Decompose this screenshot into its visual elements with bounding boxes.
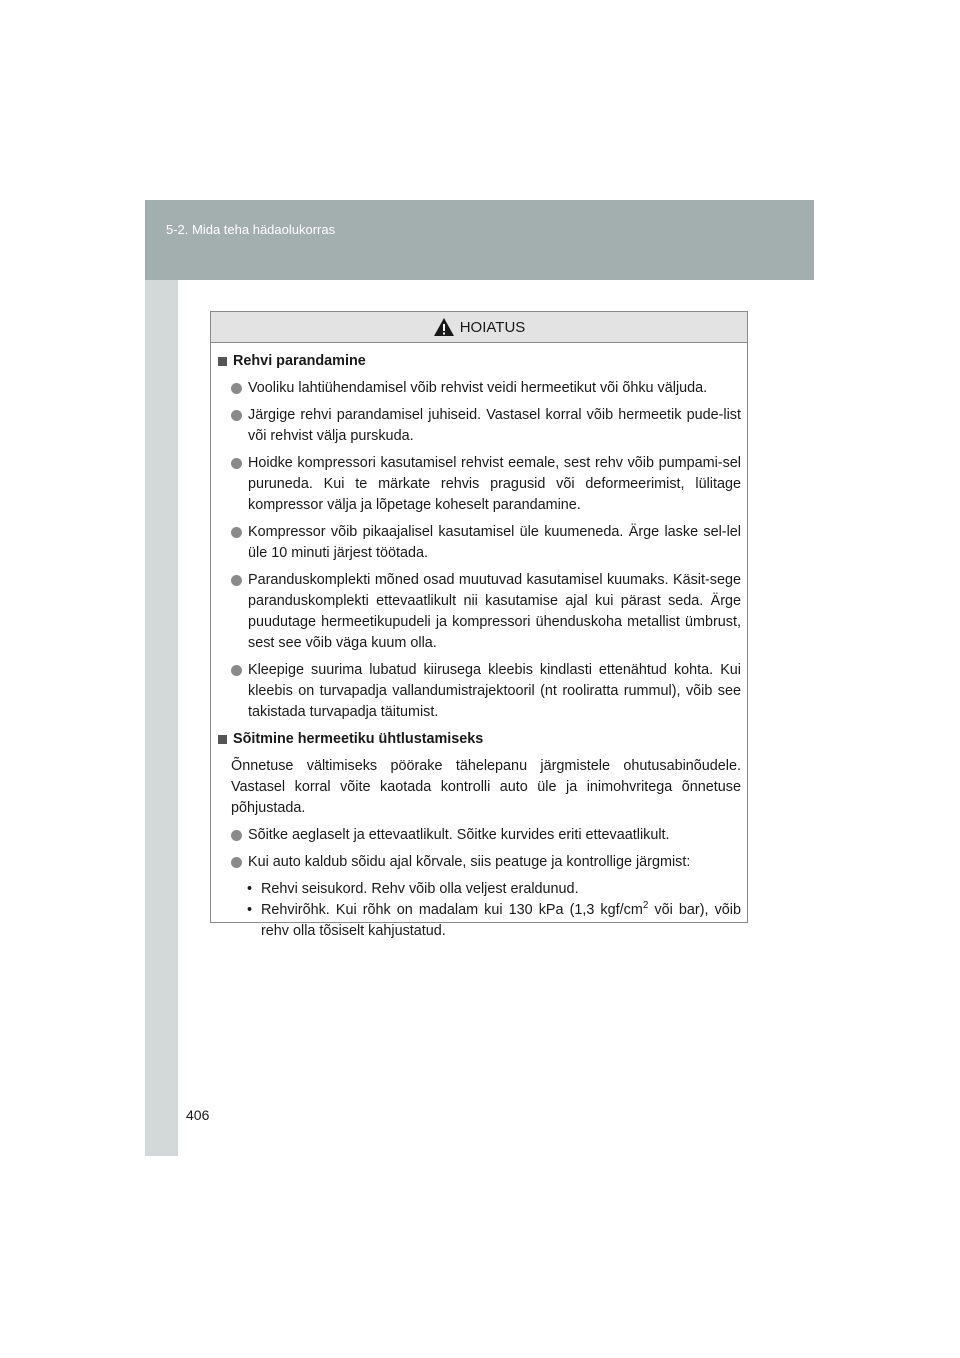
square-bullet-icon (218, 357, 227, 366)
page-number: 406 (186, 1107, 210, 1123)
square-bullet-icon (218, 735, 227, 744)
intro-paragraph: Õnnetuse vältimiseks pöörake tähelepanu järgmistele ohutusabinõudele. Vastasel korral võite kaotada kontrolli auto üle ja inimohvritega õnnetuse põhjustada. (231, 758, 741, 816)
header-band (145, 200, 814, 280)
list-item: Sõitke aeglaselt ja ettevaatlikult. Sõitke kurvides eriti ettevaatlikult. (231, 825, 741, 846)
section-title: 5-2. Mida teha hädaolukorras (166, 222, 336, 237)
list-item: Kompressor võib pikaajalisel kasutamisel üle kuumeneda. Ärge laske sel-lel üle 10 minuti järjest töötada. (231, 522, 741, 564)
circle-bullet-icon (231, 527, 242, 538)
list-item: Hoidke kompressori kasutamisel rehvist eemale, sest rehv võib pumpami-sel puruneda. Kui te märkate rehvis pragusid või deformeerimist, lülitage kompressor välja ja lõpetage koheselt parandamine. (231, 453, 741, 516)
dot-bullet-icon: • (247, 881, 253, 897)
circle-bullet-icon (231, 575, 242, 586)
circle-bullet-icon (231, 383, 242, 394)
dot-bullet-icon: • (247, 902, 253, 918)
circle-bullet-icon (231, 830, 242, 841)
circle-bullet-icon (231, 857, 242, 868)
warning-header (211, 312, 747, 343)
warning-triangle-icon (433, 317, 455, 337)
list-item: Vooliku lahtiühendamisel võib rehvist veidi hermeetikut või õhku väljuda. (231, 378, 741, 399)
left-margin-strip (145, 200, 178, 1156)
circle-bullet-icon (231, 410, 242, 421)
warning-body (211, 343, 747, 942)
sub-list-item: • Rehvi seisukord. Rehv võib olla veljest eraldunud. (247, 879, 741, 900)
list-item: Järgige rehvi parandamisel juhiseid. Vastasel korral võib hermeetik pude-list või rehvist välja purskuda. (231, 405, 741, 447)
circle-bullet-icon (231, 665, 242, 676)
sub-list-item: • Rehvirõhk. Kui rõhk on madalam kui 130 kPa (1,3 kgf/$cm^2$ või bar), võib rehv olla tõsiselt kahjustatud. (247, 900, 741, 942)
list-item: Kui auto kaldub sõidu ajal kõrvale, siis peatuge ja kontrollige järgmist: (231, 852, 741, 873)
section-heading: Sõitmine hermeetiku ühtlustamiseks (217, 729, 741, 750)
list-item: Kleepige suurima lubatud kiirusega kleebis kindlasti ettenähtud kohta. Kui kleebis on turvapadja vallandumistrajektooril (nt rooliratta rummul), võib see takistada turvapadja täitumist. (231, 660, 741, 723)
list-item: Paranduskomplekti mõned osad muutuvad kasutamisel kuumaks. Käsit-sege paranduskomplekti ettevaatlikult nii kasutamise ajal kui pärast seda. Ärge puudutage hermeetikupudeli ja kompressori ühenduskoha metallist ümbrust, sest see võib väga kuum olla. (231, 570, 741, 654)
warning-box (210, 311, 748, 939)
circle-bullet-icon (231, 458, 242, 469)
section-heading: Rehvi parandamine (217, 351, 741, 372)
warning-title: HOIATUS (459, 318, 526, 336)
